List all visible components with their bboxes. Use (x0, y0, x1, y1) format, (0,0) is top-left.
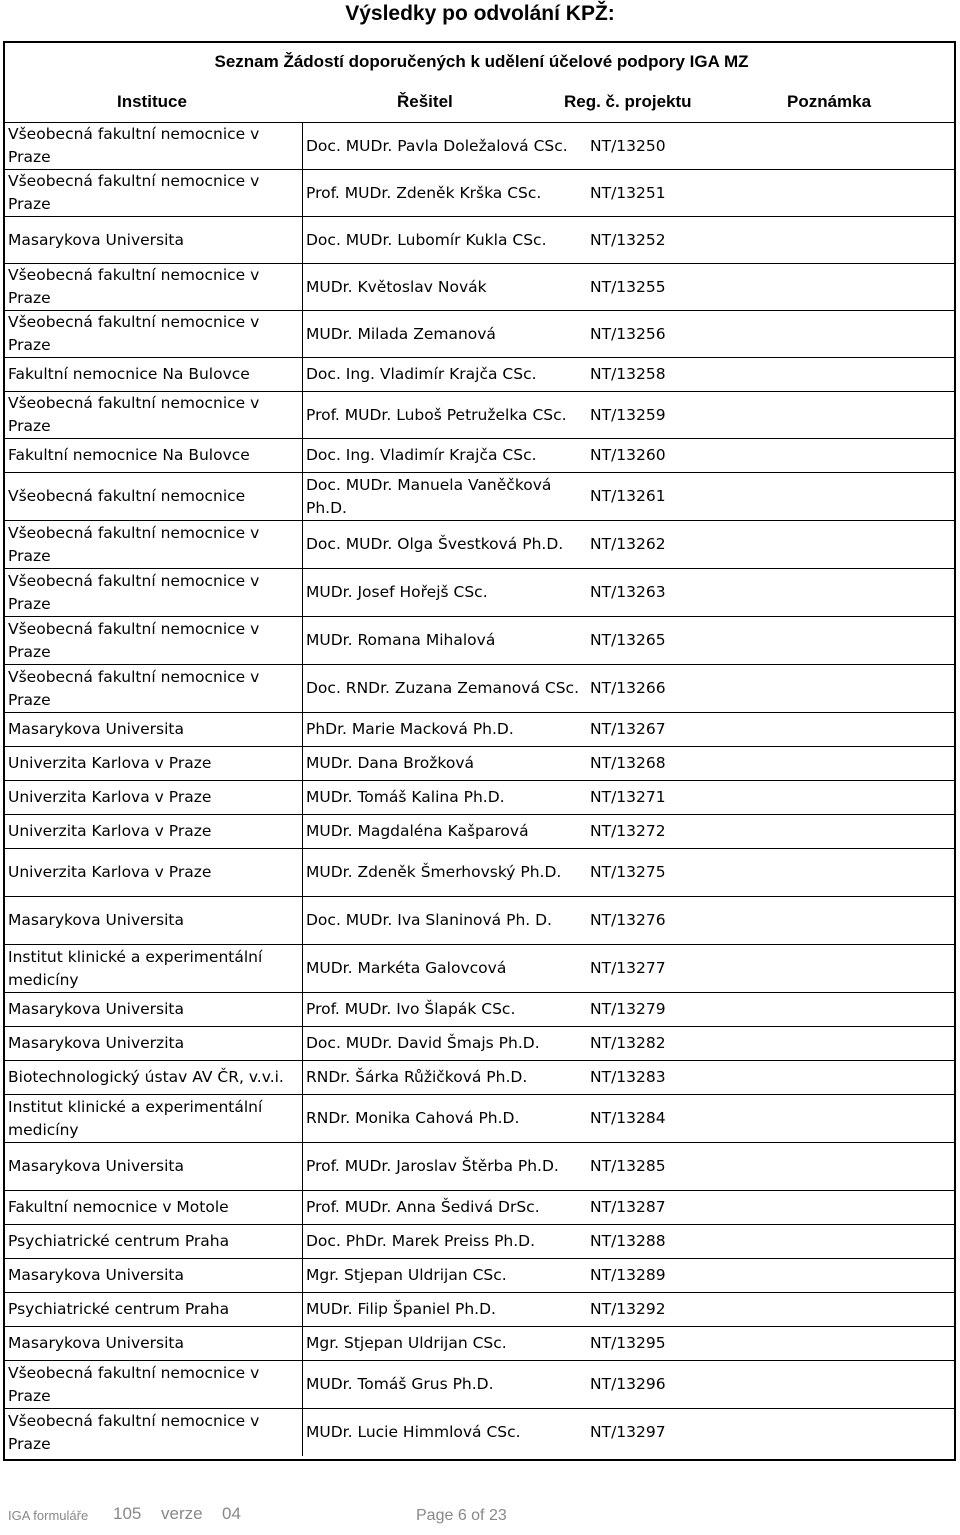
project-number-cell-text: NT/13279 (590, 1000, 666, 1018)
institution-cell (5, 439, 302, 472)
footer-form-number: 105 (113, 1504, 142, 1523)
table-row (5, 1360, 954, 1408)
investigator-cell (302, 1143, 582, 1190)
institution-cell (5, 897, 302, 944)
investigator-cell-text: MUDr. Zdeněk Šmerhovský Ph.D. (306, 863, 562, 881)
note-cell (752, 473, 954, 520)
investigator-cell-text: Doc. MUDr. Manuela Vaněčková Ph.D. (306, 475, 552, 517)
institution-cell (5, 392, 302, 438)
institution-cell-text: Všeobecná fakultní nemocnice v Praze (8, 523, 260, 565)
project-number-cell-text: NT/13283 (590, 1068, 666, 1086)
institution-cell (5, 1027, 302, 1060)
project-number-cell (582, 815, 752, 848)
note-cell (752, 1143, 954, 1190)
project-number-cell-text: NT/13251 (590, 183, 666, 202)
note-cell (752, 1361, 954, 1408)
institution-cell (5, 521, 302, 568)
column-header-investigator: Řešitel (397, 92, 453, 111)
investigator-cell (302, 473, 582, 520)
note-cell (752, 747, 954, 780)
project-number-cell (582, 1143, 752, 1190)
note-cell (752, 1191, 954, 1224)
investigator-cell-text: MUDr. Filip Španiel Ph.D. (306, 1300, 496, 1318)
table-row (5, 896, 954, 944)
table-row (5, 472, 954, 520)
note-cell (752, 993, 954, 1026)
investigator-cell (302, 1027, 582, 1060)
institution-cell-text: Všeobecná fakultní nemocnice v Praze (8, 1363, 260, 1405)
investigator-cell-text: Doc. PhDr. Marek Preiss Ph.D. (306, 1232, 536, 1250)
institution-cell (5, 815, 302, 848)
table-row (5, 520, 954, 568)
project-number-cell (582, 781, 752, 814)
project-number-cell-text: NT/13289 (590, 1266, 666, 1284)
investigator-cell (302, 1061, 582, 1094)
table-row (5, 169, 954, 216)
investigator-cell (302, 1095, 582, 1142)
project-number-cell (582, 849, 752, 896)
table-row (5, 263, 954, 310)
note-cell (752, 1259, 954, 1292)
footer-version-label: verze (161, 1504, 203, 1523)
institution-cell-text: Univerzita Karlova v Praze (8, 754, 212, 772)
table-row (5, 1060, 954, 1094)
institution-cell (5, 1225, 302, 1258)
institution-cell (5, 945, 302, 992)
institution-cell (5, 1095, 302, 1142)
investigator-cell (302, 713, 582, 746)
institution-cell (5, 1361, 302, 1408)
project-number-cell-text: NT/13263 (590, 583, 666, 601)
institution-cell (5, 747, 302, 780)
project-number-cell (582, 311, 752, 357)
note-cell (752, 123, 954, 169)
page-title: Výsledky po odvolání KPŽ: (345, 2, 615, 25)
institution-cell-text: Univerzita Karlova v Praze (8, 863, 212, 881)
project-number-cell-text: NT/13292 (590, 1300, 666, 1318)
project-number-cell (582, 1191, 752, 1224)
table-row (5, 780, 954, 814)
footer-version-number: 04 (222, 1504, 241, 1523)
investigator-cell-text: Doc. Ing. Vladimír Krajča CSc. (306, 365, 537, 383)
institution-cell (5, 123, 302, 169)
investigator-cell (302, 521, 582, 568)
footer-form-label: IGA formuláře (8, 1508, 89, 1523)
institution-cell (5, 217, 302, 263)
project-number-cell (582, 993, 752, 1026)
column-header-institution: Instituce (117, 92, 187, 111)
investigator-cell (302, 1259, 582, 1292)
institution-cell-text: Masarykova Universita (8, 720, 185, 738)
project-number-cell-text: NT/13296 (590, 1375, 666, 1393)
column-header-project-no: Reg. č. projektu (564, 92, 692, 111)
project-number-cell (582, 1361, 752, 1408)
institution-cell-text: Masarykova Universita (8, 1266, 185, 1284)
note-cell (752, 849, 954, 896)
institution-cell-text: Všeobecná fakultní nemocnice v Praze (8, 394, 260, 435)
institution-cell (5, 617, 302, 664)
institution-cell-text: Všeobecná fakultní nemocnice v Praze (8, 571, 260, 613)
note-cell (752, 1095, 954, 1142)
project-number-cell-text: NT/13252 (590, 230, 666, 249)
project-number-cell (582, 123, 752, 169)
investigator-cell-text: Doc. RNDr. Zuzana Zemanová CSc. (306, 679, 579, 697)
table-row (5, 1224, 954, 1258)
project-number-cell-text: NT/13282 (590, 1034, 666, 1052)
investigator-cell (302, 217, 582, 263)
institution-cell (5, 713, 302, 746)
note-cell (752, 439, 954, 472)
investigator-cell (302, 1191, 582, 1224)
project-number-cell-text: NT/13285 (590, 1157, 666, 1175)
note-cell (752, 521, 954, 568)
project-number-cell (582, 665, 752, 712)
investigator-cell (302, 123, 582, 169)
project-number-cell (582, 945, 752, 992)
project-number-cell-text: NT/13262 (590, 535, 666, 553)
investigator-cell-text: Prof. MUDr. Luboš Petruželka CSc. (306, 405, 567, 424)
investigator-cell-text: Mgr. Stjepan Uldrijan CSc. (306, 1334, 507, 1352)
institution-cell-text: Všeobecná fakultní nemocnice v Praze (8, 125, 260, 166)
institution-cell-text: Institut klinické a experimentální medicíny (8, 1097, 263, 1139)
investigator-cell-text: MUDr. Tomáš Kalina Ph.D. (306, 788, 505, 806)
investigator-cell (302, 945, 582, 992)
project-number-cell (582, 713, 752, 746)
note-cell (752, 1327, 954, 1360)
investigator-cell-text: MUDr. Josef Hořejš CSc. (306, 583, 488, 601)
project-number-cell (582, 1061, 752, 1094)
institution-cell-text: Psychiatrické centrum Praha (8, 1300, 230, 1318)
table-row (5, 1094, 954, 1142)
institution-cell (5, 993, 302, 1026)
investigator-cell-text: Doc. MUDr. Olga Švestková Ph.D. (306, 535, 564, 553)
table-row (5, 1408, 954, 1456)
note-cell (752, 392, 954, 438)
institution-cell-text: Všeobecná fakultní nemocnice v Praze (8, 1411, 260, 1453)
institution-cell (5, 311, 302, 357)
project-number-cell (582, 1259, 752, 1292)
table-row (5, 814, 954, 848)
note-cell (752, 311, 954, 357)
project-number-cell (582, 897, 752, 944)
investigator-cell (302, 439, 582, 472)
institution-cell-text: Masarykova Universita (8, 1000, 185, 1018)
investigator-cell (302, 1293, 582, 1326)
investigator-cell (302, 781, 582, 814)
note-cell (752, 1293, 954, 1326)
investigator-cell-text: Doc. MUDr. Pavla Doležalová CSc. (306, 136, 568, 155)
investigator-cell-text: Mgr. Stjepan Uldrijan CSc. (306, 1266, 507, 1284)
project-number-cell-text: NT/13259 (590, 405, 666, 424)
project-number-cell-text: NT/13265 (590, 631, 666, 649)
investigator-cell-text: Prof. MUDr. Jaroslav Štěrba Ph.D. (306, 1157, 559, 1175)
project-number-cell (582, 217, 752, 263)
table-row (5, 848, 954, 896)
note-cell (752, 897, 954, 944)
project-number-cell-text: NT/13288 (590, 1232, 666, 1250)
table-row (5, 391, 954, 438)
project-number-cell (582, 1409, 752, 1456)
table-row (5, 357, 954, 391)
table-row (5, 216, 954, 263)
table-body (5, 122, 954, 1456)
institution-cell (5, 665, 302, 712)
institution-cell-text: Masarykova Universita (8, 230, 185, 249)
institution-cell (5, 1293, 302, 1326)
table-row (5, 438, 954, 472)
table-row (5, 746, 954, 780)
investigator-cell-text: MUDr. Dana Brožková (306, 754, 475, 772)
note-cell (752, 781, 954, 814)
institution-cell (5, 473, 302, 520)
table-row (5, 944, 954, 992)
table-row (5, 616, 954, 664)
institution-cell-text: Všeobecná fakultní nemocnice v Praze (8, 667, 260, 709)
project-number-cell (582, 617, 752, 664)
investigator-cell-text: Prof. MUDr. Anna Šedivá DrSc. (306, 1198, 540, 1216)
project-number-cell (582, 473, 752, 520)
institution-cell-text: Všeobecná fakultní nemocnice v Praze (8, 266, 260, 307)
project-number-cell-text: NT/13287 (590, 1198, 666, 1216)
project-number-cell (582, 1225, 752, 1258)
institution-cell (5, 1143, 302, 1190)
project-number-cell (582, 569, 752, 616)
table-row (5, 664, 954, 712)
project-number-cell-text: NT/13250 (590, 136, 666, 155)
institution-cell (5, 264, 302, 310)
note-cell (752, 1061, 954, 1094)
results-table (3, 41, 956, 1461)
institution-cell-text: Všeobecná fakultní nemocnice v Praze (8, 313, 260, 354)
investigator-cell-text: MUDr. Milada Zemanová (306, 324, 496, 343)
note-cell (752, 665, 954, 712)
project-number-cell-text: NT/13275 (590, 863, 666, 881)
table-row (5, 1292, 954, 1326)
investigator-cell-text: RNDr. Šárka Růžičková Ph.D. (306, 1068, 528, 1086)
note-cell (752, 1027, 954, 1060)
investigator-cell-text: Doc. Ing. Vladimír Krajča CSc. (306, 446, 537, 464)
institution-cell-text: Fakultní nemocnice v Motole (8, 1198, 229, 1216)
table-row (5, 310, 954, 357)
project-number-cell (582, 439, 752, 472)
note-cell (752, 358, 954, 391)
project-number-cell-text: NT/13276 (590, 911, 666, 929)
project-number-cell (582, 392, 752, 438)
investigator-cell-text: RNDr. Monika Cahová Ph.D. (306, 1109, 520, 1127)
institution-cell (5, 569, 302, 616)
investigator-cell (302, 1361, 582, 1408)
table-row (5, 568, 954, 616)
project-number-cell-text: NT/13267 (590, 720, 666, 738)
project-number-cell-text: NT/13261 (590, 487, 666, 505)
project-number-cell-text: NT/13258 (590, 365, 666, 383)
note-cell (752, 815, 954, 848)
investigator-cell (302, 665, 582, 712)
investigator-cell (302, 569, 582, 616)
note-cell (752, 569, 954, 616)
project-number-cell (582, 1095, 752, 1142)
investigator-cell (302, 815, 582, 848)
institution-cell (5, 358, 302, 391)
institution-cell (5, 1061, 302, 1094)
investigator-cell (302, 993, 582, 1026)
project-number-cell (582, 1027, 752, 1060)
investigator-cell (302, 1409, 582, 1456)
project-number-cell (582, 264, 752, 310)
column-header-note: Poznámka (787, 92, 872, 111)
table-row (5, 1142, 954, 1190)
institution-cell-text: Masarykova Universita (8, 911, 185, 929)
table-subtitle: Seznam Žádostí doporučených k udělení účelové podpory IGA MZ (214, 52, 749, 71)
investigator-cell-text: MUDr. Magdaléna Kašparová (306, 822, 529, 840)
project-number-cell-text: NT/13295 (590, 1334, 666, 1352)
institution-cell-text: Všeobecná fakultní nemocnice (8, 487, 246, 505)
institution-cell-text: Fakultní nemocnice Na Bulovce (8, 365, 250, 383)
project-number-cell-text: NT/13256 (590, 324, 666, 343)
investigator-cell-text: MUDr. Lucie Himmlová CSc. (306, 1423, 521, 1441)
institution-cell-text: Psychiatrické centrum Praha (8, 1232, 230, 1250)
note-cell (752, 1409, 954, 1456)
project-number-cell-text: NT/13272 (590, 822, 666, 840)
institution-cell-text: Univerzita Karlova v Praze (8, 788, 212, 806)
institution-cell (5, 1191, 302, 1224)
institution-cell (5, 781, 302, 814)
investigator-cell-text: MUDr. Markéta Galovcová (306, 959, 507, 977)
note-cell (752, 217, 954, 263)
note-cell (752, 713, 954, 746)
institution-cell-text: Masarykova Universita (8, 1334, 185, 1352)
institution-cell-text: Univerzita Karlova v Praze (8, 822, 212, 840)
table-row (5, 122, 954, 169)
investigator-cell (302, 897, 582, 944)
project-number-cell-text: NT/13271 (590, 788, 666, 806)
table-row (5, 1258, 954, 1292)
investigator-cell (302, 747, 582, 780)
project-number-cell-text: NT/13255 (590, 277, 666, 296)
investigator-cell-text: MUDr. Romana Mihalová (306, 631, 496, 649)
note-cell (752, 264, 954, 310)
investigator-cell (302, 311, 582, 357)
table-row (5, 1190, 954, 1224)
investigator-cell-text: MUDr. Květoslav Novák (306, 277, 487, 296)
footer-page-number: Page 6 of 23 (416, 1507, 507, 1524)
project-number-cell (582, 747, 752, 780)
note-cell (752, 170, 954, 216)
table-row (5, 992, 954, 1026)
note-cell (752, 945, 954, 992)
investigator-cell (302, 358, 582, 391)
project-number-cell-text: NT/13266 (590, 679, 666, 697)
investigator-cell (302, 1327, 582, 1360)
institution-cell-text: Všeobecná fakultní nemocnice v Praze (8, 619, 260, 661)
institution-cell (5, 849, 302, 896)
investigator-cell-text: Doc. MUDr. Iva Slaninová Ph. D. (306, 911, 552, 929)
investigator-cell-text: MUDr. Tomáš Grus Ph.D. (306, 1375, 494, 1393)
institution-cell-text: Všeobecná fakultní nemocnice v Praze (8, 172, 260, 213)
investigator-cell-text: Prof. MUDr. Ivo Šlapák CSc. (306, 1000, 516, 1018)
project-number-cell-text: NT/13277 (590, 959, 666, 977)
project-number-cell-text: NT/13284 (590, 1109, 666, 1127)
investigator-cell-text: Prof. MUDr. Zdeněk Krška CSc. (306, 183, 542, 202)
note-cell (752, 1225, 954, 1258)
project-number-cell-text: NT/13260 (590, 446, 666, 464)
project-number-cell (582, 1293, 752, 1326)
institution-cell-text: Fakultní nemocnice Na Bulovce (8, 446, 250, 464)
investigator-cell (302, 617, 582, 664)
institution-cell (5, 1327, 302, 1360)
note-cell (752, 617, 954, 664)
project-number-cell (582, 521, 752, 568)
investigator-cell (302, 170, 582, 216)
investigator-cell-text: PhDr. Marie Macková Ph.D. (306, 720, 514, 738)
table-row (5, 1326, 954, 1360)
institution-cell (5, 170, 302, 216)
investigator-cell (302, 264, 582, 310)
project-number-cell-text: NT/13268 (590, 754, 666, 772)
project-number-cell (582, 358, 752, 391)
project-number-cell (582, 170, 752, 216)
project-number-cell-text: NT/13297 (590, 1423, 666, 1441)
project-number-cell (582, 1327, 752, 1360)
institution-cell-text: Masarykova Universita (8, 1157, 185, 1175)
table-row (5, 1026, 954, 1060)
institution-cell (5, 1409, 302, 1456)
institution-cell-text: Institut klinické a experimentální medicíny (8, 947, 263, 989)
institution-cell-text: Biotechnologický ústav AV ČR, v.v.i. (8, 1068, 284, 1086)
table-row (5, 712, 954, 746)
investigator-cell (302, 392, 582, 438)
investigator-cell-text: Doc. MUDr. Lubomír Kukla CSc. (306, 230, 547, 249)
investigator-cell (302, 849, 582, 896)
institution-cell-text: Masarykova Univerzita (8, 1034, 185, 1052)
institution-cell (5, 1259, 302, 1292)
investigator-cell-text: Doc. MUDr. David Šmajs Ph.D. (306, 1034, 540, 1052)
investigator-cell (302, 1225, 582, 1258)
